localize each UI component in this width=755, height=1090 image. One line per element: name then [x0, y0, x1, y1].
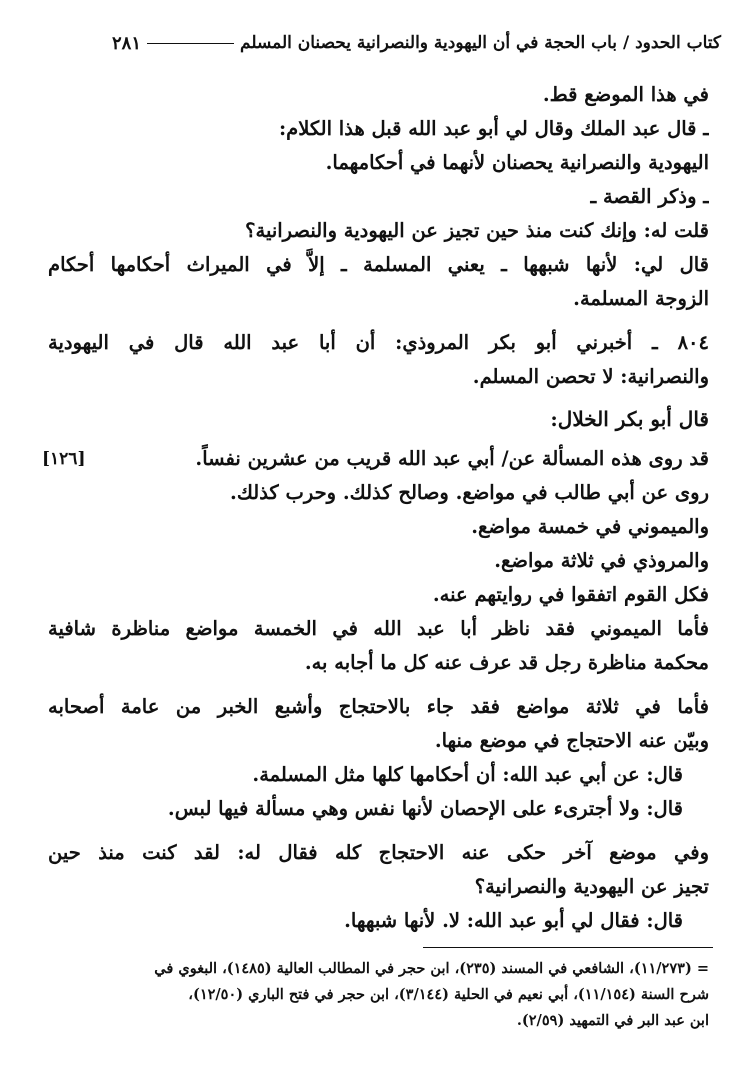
manuscript-page-marker: [١٢٦] [42, 449, 86, 469]
text-line: والنصرانية: لا تحصن المسلم. [472, 365, 709, 388]
text-line: والميموني في خمسة مواضع. [471, 515, 709, 538]
text-line: روى عن أبي طالب في مواضع. وصالح كذلك. وحرب كذلك. [230, 481, 709, 504]
header-title: كتاب الحدود / باب الحجة في أن اليهودية والنصرانية يحصنان المسلم [240, 33, 721, 53]
text-line: فأما الميموني فقد ناظر أبا عبد الله في الخمسة مواضع مناظرة شافية [48, 617, 709, 640]
text-line: ـ قال عبد الملك وقال لي أبو عبد الله قبل هذا الكلام: [278, 117, 709, 140]
text-line: محكمة مناظرة رجل قد عرف عنه كل ما أجابه به. [304, 651, 709, 674]
text-line: وبيّن عنه الاحتجاج في موضع منها. [434, 729, 709, 752]
footnotes [46, 956, 709, 1034]
text-line: قال: عن أبي عبد الله: أن أحكامها كلها مثل المسلمة. [252, 763, 683, 786]
section-heading: قال أبو بكر الخلال: [550, 407, 709, 431]
text-line: ـ وذكر القصة ـ [590, 185, 709, 208]
text-line: وفي موضع آخر حكى عنه الاحتجاج كله فقال له: لقد كنت منذ حين [48, 841, 709, 864]
text-line: في هذا الموضع قط. [542, 83, 709, 106]
footnote-line: ابن عبد البر في التمهيد (٢/٥٩). [516, 1012, 709, 1029]
text-line: فكل القوم اتفقوا في روايتهم عنه. [432, 583, 709, 606]
running-header [112, 28, 721, 58]
text-line: تجيز عن اليهودية والنصرانية؟ [474, 875, 709, 898]
footnote-line: = (١١/٢٧٣)، الشافعي في المسند (٢٣٥)، ابن حجر في المطالب العالية (١٤٨٥)، البغوي في [154, 960, 709, 977]
text-line: قلت له: وإنك كنت منذ حين تجيز عن اليهودية والنصرانية؟ [245, 219, 709, 242]
text-line: اليهودية والنصرانية يحصنان لأنهما في أحكامهما. [325, 151, 709, 174]
hadith-804-line: ٨٠٤ ـ أخبرني أبو بكر المروذي: أن أبا عبد الله قال في اليهودية [48, 331, 709, 354]
text-line: قال: فقال لي أبو عبد الله: لا. لأنها شبهها. [344, 909, 683, 932]
text-line: قال لي: لأنها شبهها ـ يعني المسلمة ـ إلاَّ في الميراث أحكامها أحكام [48, 253, 709, 276]
text-line: قال: ولا أجترىء على الإحصان لأنها نفس وهي مسألة فيها لبس. [167, 797, 683, 820]
text-line: والمروذي في ثلاثة مواضع. [494, 549, 709, 572]
header-rule [147, 43, 234, 44]
text-line: فأما في ثلاثة مواضع فقد جاء بالاحتجاج وأشبع الخبر من عامة أصحابه [48, 695, 709, 718]
page-number: ٢٨١ [112, 32, 142, 54]
page-body [48, 78, 709, 938]
text-line: الزوجة المسلمة. [573, 287, 709, 310]
footnote-line: شرح السنة (١١/١٥٤)، أبي نعيم في الحلية (٣/١٤٤)، ابن حجر في فتح الباري (١٢/٥٠)، [188, 986, 709, 1003]
footnote-separator [423, 947, 713, 948]
text-line: قد روى هذه المسألة عن/ أبي عبد الله قريب من عشرين نفساً. [195, 447, 709, 470]
